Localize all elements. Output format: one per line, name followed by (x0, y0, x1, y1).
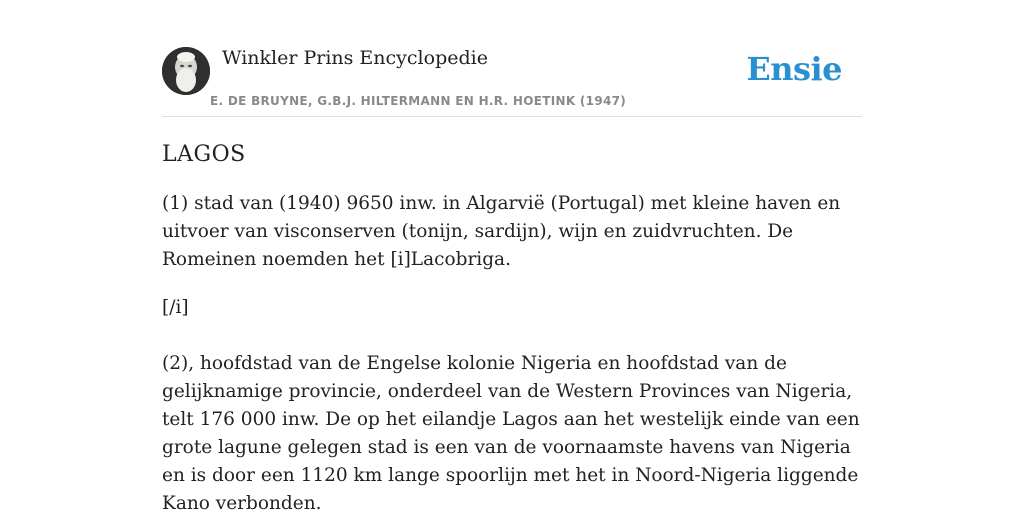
source-title[interactable]: Winkler Prins Encyclopedie (222, 47, 488, 69)
source-header (162, 46, 862, 117)
brand-logo[interactable]: Ensie (746, 50, 842, 88)
article-title: LAGOS (162, 142, 246, 167)
article-paragraph: (2), hoofdstad van de Engelse kolonie Nigeria en hoofdstad van de gelijknamige provincie, onderdeel van de Western Provinces van Nigeria, telt 176 000 inw. De op het eilandje Lagos aan het westelijk einde van een grote lagune gelegen stad is een van de voornaamste havens van Nigeria en is door een 1120 km lange spoorlijn met het in Noord-Nigeria liggende Kano verbonden. (162, 353, 860, 512)
source-authors: E. DE BRUYNE, G.B.J. HILTERMANN EN H.R. HOETINK (1947) (210, 94, 627, 108)
article (162, 140, 862, 512)
author-avatar[interactable] (162, 47, 210, 95)
article-paragraph: [/i] (162, 297, 189, 318)
portrait-icon (162, 47, 210, 95)
article-paragraph: (1) stad van (1940) 9650 inw. in Algarvië (Portugal) met kleine haven en uitvoer van visconserven (tonijn, sardijn), wijn en zuidvruchten. De Romeinen noemden het [i]Lacobriga. (162, 193, 841, 270)
